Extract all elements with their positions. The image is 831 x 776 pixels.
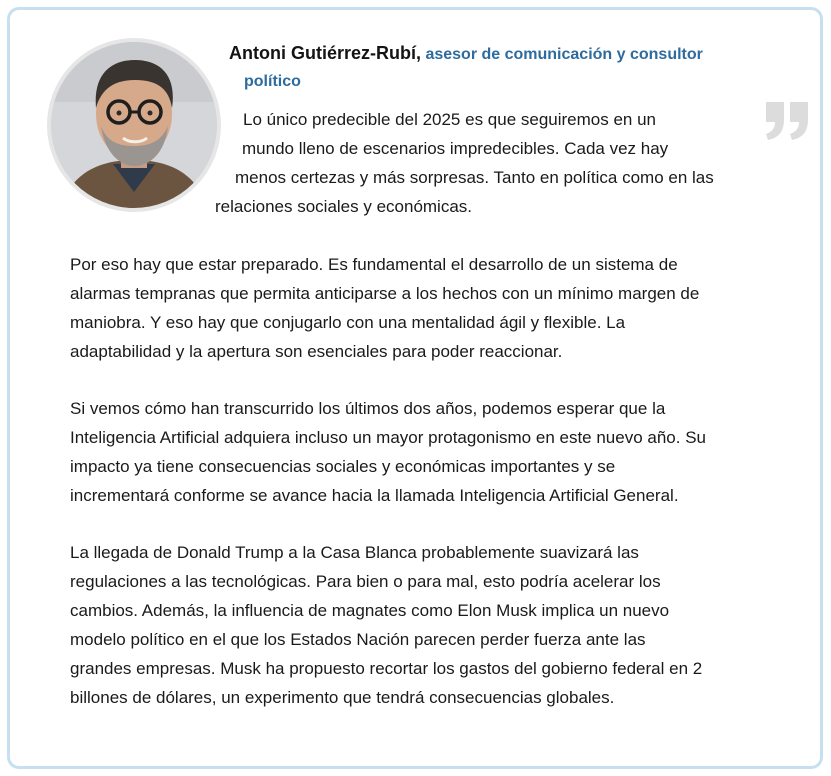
body-paragraph: [70, 250, 810, 366]
author-role: asesor de comunicación y consultor: [425, 46, 703, 63]
quote-icon: [762, 96, 812, 146]
avatar-portrait: [51, 42, 217, 208]
intro-line: Lo único predecible del 2025 es que seguiremos en un: [243, 110, 657, 129]
paragraph-line: Si vemos cómo han transcurrido los últimos dos años, podemos esperar que la: [70, 399, 666, 418]
author-name: Antoni Gutiérrez-Rubí,: [229, 43, 421, 63]
paragraph-line: grandes empresas. Musk ha propuesto recortar los gastos del gobierno federal en 2: [70, 659, 703, 678]
intro-line: mundo lleno de escenarios impredecibles. Cada vez hay: [242, 139, 669, 158]
author-role-continued: político: [244, 73, 301, 90]
paragraph-line: Inteligencia Artificial adquiera incluso un mayor protagonismo en este nuevo año. Su: [70, 428, 706, 447]
paragraph-line: billones de dólares, un experimento que tendrá consecuencias globales.: [70, 688, 615, 707]
body-paragraph: [70, 538, 810, 712]
paragraph-line: La llegada de Donald Trump a la Casa Blanca probablemente suavizará las: [70, 543, 639, 562]
avatar: [47, 38, 221, 212]
paragraph-line: modelo político en el que los Estados Nación parecen perder fuerza ante las: [70, 630, 646, 649]
quote-card: [7, 7, 823, 769]
intro-line: menos certezas y más sorpresas. Tanto en política como en las: [235, 168, 714, 187]
author-byline: [229, 40, 789, 95]
paragraph-line: alarmas tempranas que permita anticiparse a los hechos con un mínimo margen de: [70, 284, 700, 303]
paragraph-line: cambios. Además, la influencia de magnates como Elon Musk implica un nuevo: [70, 601, 670, 620]
paragraph-line: Por eso hay que estar preparado. Es fundamental el desarrollo de un sistema de: [70, 255, 678, 274]
paragraph-line: adaptabilidad y la apertura son esenciales para poder reaccionar.: [70, 342, 563, 361]
intro-line: relaciones sociales y económicas.: [215, 197, 473, 216]
paragraph-line: regulaciones a las tecnológicas. Para bien o para mal, esto podría acelerar los: [70, 572, 661, 591]
paragraph-line: impacto ya tiene consecuencias sociales y económicas importantes y se: [70, 457, 616, 476]
body-paragraph: [70, 394, 810, 510]
paragraph-line: maniobra. Y eso hay que conjugarlo con una mentalidad ágil y flexible. La: [70, 313, 626, 332]
paragraph-line: incrementará conforme se avance hacia la llamada Inteligencia Artificial General.: [70, 486, 679, 505]
